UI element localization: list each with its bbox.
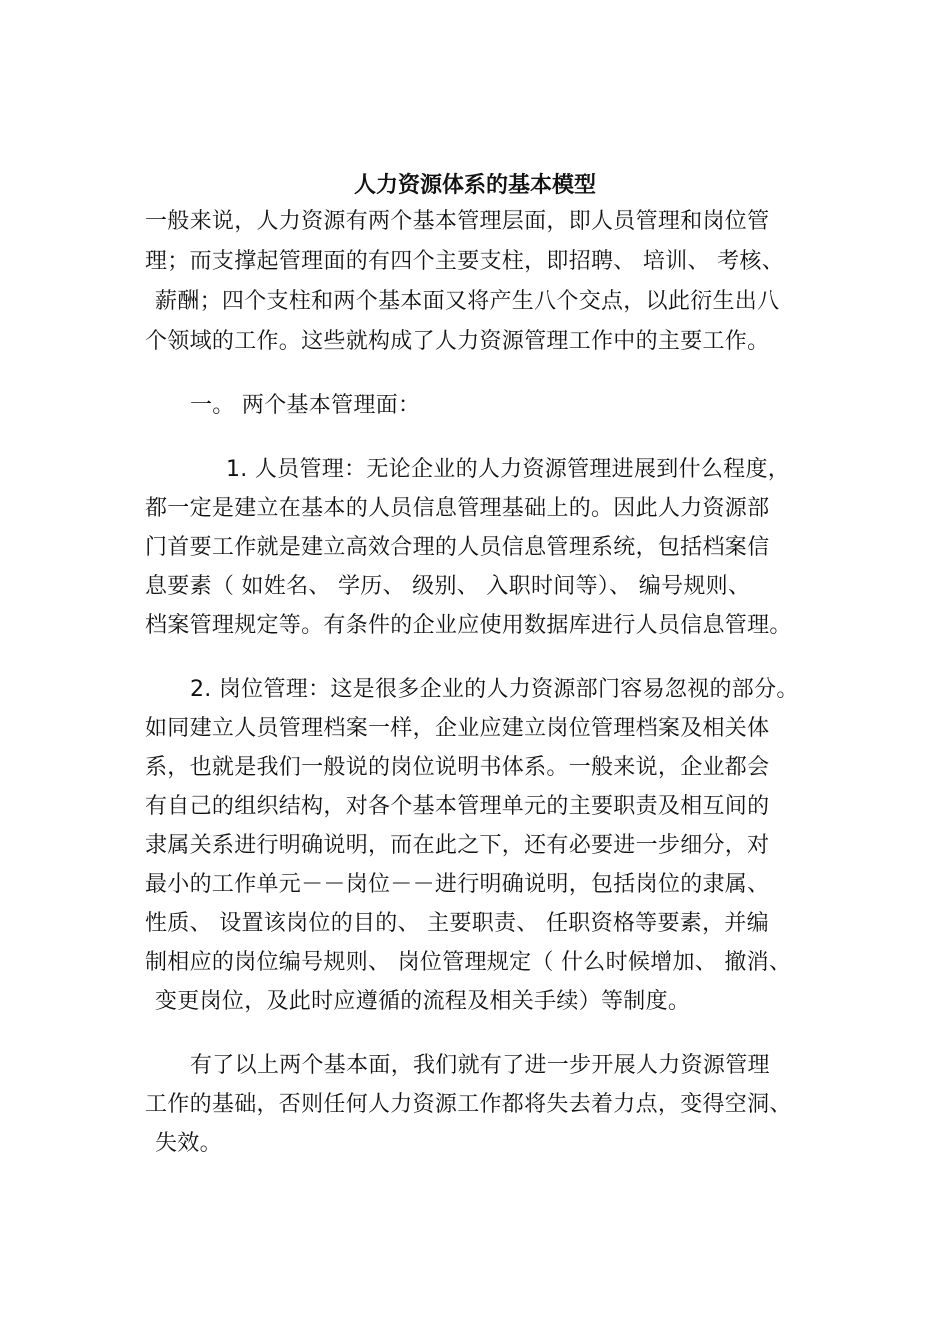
paragraph-line: 系，也就是我们一般说的岗位说明书体系。一般来说，企业都会 (145, 755, 770, 780)
paragraph-line: 有自己的组织结构，对各个基本管理单元的主要职责及相互间的 (145, 794, 770, 819)
paragraph-line: 薪酬；四个支柱和两个基本面又将产生八个交点，以此衍生出八 (155, 289, 780, 314)
paragraph-line: 一般来说，人力资源有两个基本管理层面，即人员管理和岗位管 (145, 209, 770, 234)
paragraph-line: 个领域的工作。这些就构成了人力资源管理工作中的主要工作。 (145, 329, 770, 354)
paragraph-line: 理；而支撑起管理面的有四个主要支柱，即招聘、 培训、 考核、 (145, 249, 784, 274)
paragraph-line: 2. 岗位管理：这是很多企业的人力资源部门容易忽视的部分。 (190, 677, 799, 702)
paragraph-line: 息要素（ 如姓名、 学历、 级别、 入职时间等）、 编号规则、 (145, 574, 751, 599)
paragraph-line: 档案管理规定等。有条件的企业应使用数据库进行人员信息管理。 (145, 613, 792, 638)
paragraph-line: 制相应的岗位编号规则、 岗位管理规定（ 什么时候增加、 撤消、 (145, 950, 792, 975)
paragraph-line: 最小的工作单元－－岗位－－进行明确说明，包括岗位的隶属、 (145, 872, 770, 897)
paragraph-line: 失效。 (155, 1131, 222, 1156)
paragraph-line: 隶属关系进行明确说明，而在此之下，还有必要进一步细分，对 (145, 833, 770, 858)
paragraph-line: 如同建立人员管理档案一样，企业应建立岗位管理档案及相关体 (145, 716, 770, 741)
paragraph-line: 门首要工作就是建立高效合理的人员信息管理系统，包括档案信 (145, 535, 770, 560)
paragraph-line: 1. 人员管理：无论企业的人力资源管理进展到什么程度， (226, 457, 791, 482)
document-title: 人力资源体系的基本模型 (353, 173, 596, 198)
paragraph-line: 变更岗位，及此时应遵循的流程及相关手续）等制度。 (155, 989, 691, 1014)
paragraph-line: 有了以上两个基本面，我们就有了进一步开展人力资源管理 (190, 1053, 770, 1078)
paragraph-line: 工作的基础，否则任何人力资源工作都将失去着力点，变得空洞、 (145, 1092, 792, 1117)
section-heading: 一。 两个基本管理面： (190, 393, 421, 418)
paragraph-line: 都一定是建立在基本的人员信息管理基础上的。因此人力资源部 (145, 496, 770, 521)
paragraph-line: 性质、 设置该岗位的目的、 主要职责、 任职资格等要素，并编 (145, 911, 769, 936)
